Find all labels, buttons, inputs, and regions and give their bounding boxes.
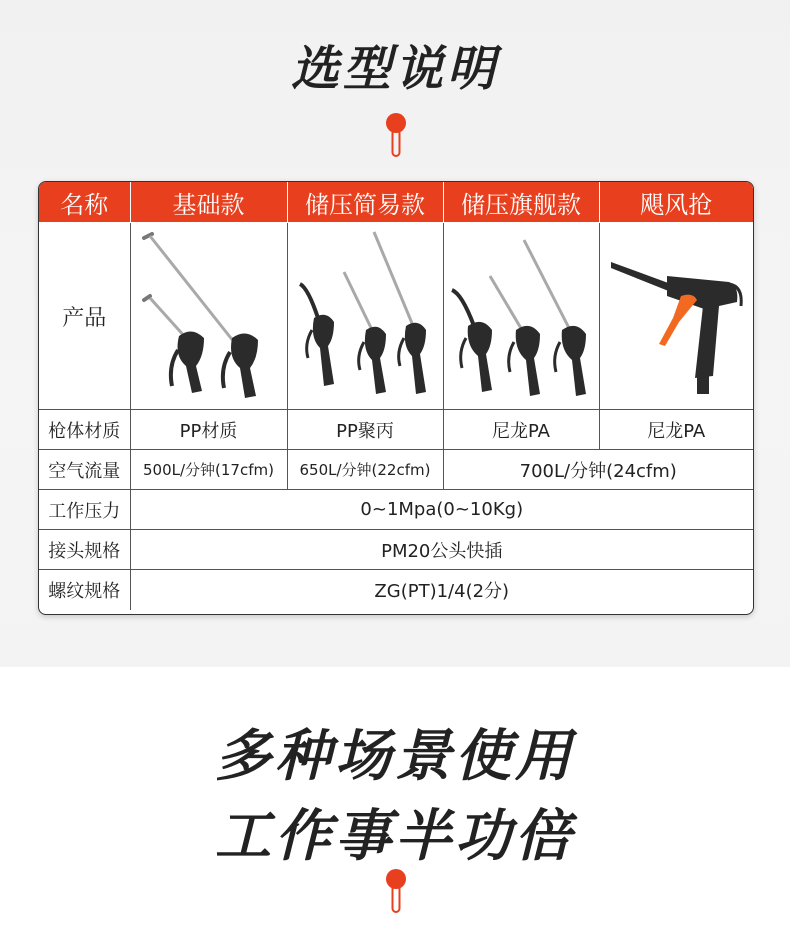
header-hurricane: 飓风抢: [599, 182, 753, 223]
header-name: 名称: [39, 182, 130, 223]
product-image-basic: [130, 223, 287, 410]
product-image-hurricane: [599, 223, 753, 410]
pin-icon: [385, 112, 407, 160]
thread-label: 螺纹规格: [39, 570, 130, 610]
material-label: 枪体材质: [39, 410, 130, 450]
material-hurricane: 尼龙PA: [599, 410, 753, 450]
scenario-title-line1: 多种场景使用: [215, 724, 575, 789]
section-title: 选型说明: [290, 41, 499, 97]
air-gun-icon: [446, 226, 596, 406]
header-basic: 基础款: [130, 182, 287, 223]
pin-icon: [385, 868, 407, 916]
airflow-flagship-hurricane: 700L/分钟(24cfm): [443, 450, 753, 490]
product-image-storage-flagship: [443, 223, 599, 410]
scenario-title-line2: 工作事半功倍: [215, 804, 575, 869]
material-storage-simple: PP聚丙: [287, 410, 443, 450]
air-gun-icon: [601, 226, 751, 406]
pressure-value: 0~1Mpa(0~10Kg): [130, 490, 753, 530]
header-storage-simple: 储压简易款: [287, 182, 443, 223]
air-gun-icon: [290, 226, 440, 406]
airflow-basic: 500L/分钟(17cfm): [130, 450, 287, 490]
air-gun-icon: [134, 226, 284, 406]
material-storage-flagship: 尼龙PA: [443, 410, 599, 450]
product-label: 产品: [39, 223, 130, 410]
airflow-storage-simple: 650L/分钟(22cfm): [287, 450, 443, 490]
connector-value: PM20公头快插: [130, 530, 753, 570]
thread-value: ZG(PT)1/4(2分): [130, 570, 753, 610]
airflow-label: 空气流量: [39, 450, 130, 490]
material-basic: PP材质: [130, 410, 287, 450]
header-storage-flagship: 储压旗舰款: [443, 182, 599, 223]
pressure-label: 工作压力: [39, 490, 130, 530]
spec-table: [38, 181, 754, 615]
connector-label: 接头规格: [39, 530, 130, 570]
product-image-storage-simple: [287, 223, 443, 410]
